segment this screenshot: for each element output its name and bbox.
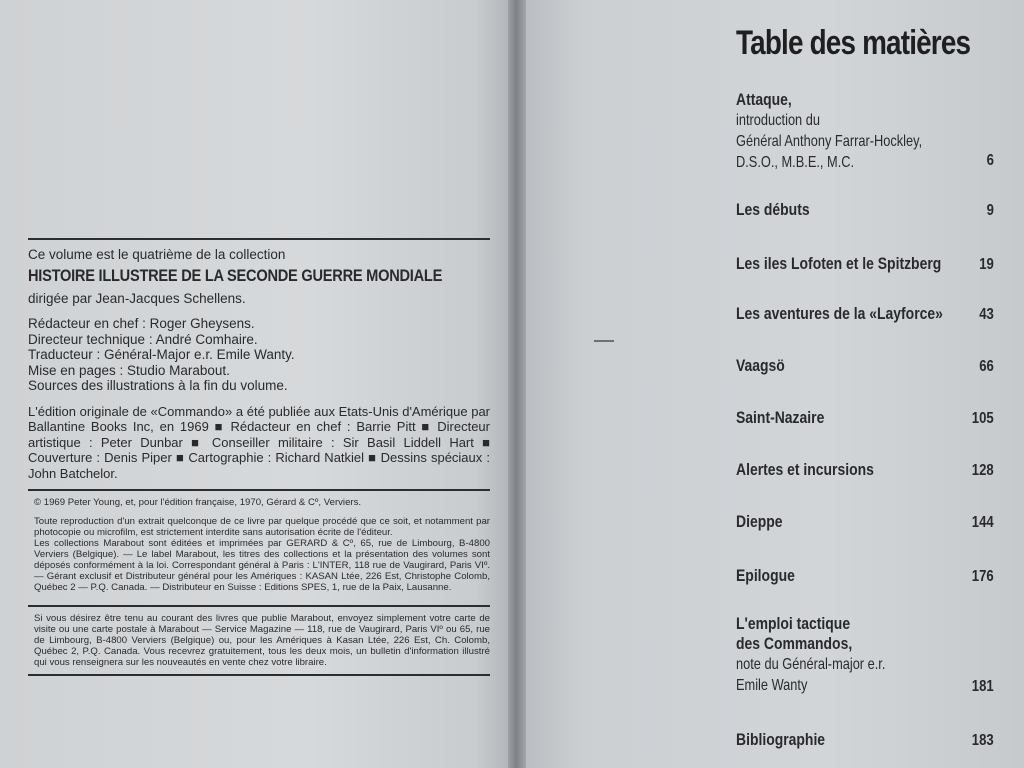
- distribution-notice: Les collections Marabout sont éditées et imprimées par GERARD & Cº, 65, rue de Limbourg, B-4800 Verviers (Belgique). — Le label Marabout, les titres des collections et la présentation des volumes sont déposés conformément à la loi. Correspondant général à Paris : L'INTER, 118 rue de Vaugirard, Paris VIº. — Gérant exclusif et Distributeur général pour les Amériques : KASAN Ltée, 226 Est, Christophe Colomb, Québec 2 — P.Q. Canada. — Distributeur en Suisse : Editions SPES, 1, rue de la Paix, Lausanne.: [34, 538, 490, 593]
- toc-entry-title: des Commandos,: [736, 634, 853, 653]
- toc-entry-title: Epilogue: [736, 566, 795, 585]
- staff-line: Mise en pages : Studio Marabout.: [28, 362, 230, 378]
- page-mark: [594, 340, 614, 342]
- divider: [28, 238, 490, 240]
- toc-entry-subtitle: Emile Wanty: [736, 677, 808, 694]
- toc-entry: [736, 614, 994, 696]
- divider: [28, 674, 490, 676]
- toc-entry-page: 181: [972, 678, 994, 695]
- toc-entry: [736, 304, 994, 324]
- reproduction-notice: Toute reproduction d'un extrait quelconque de ce livre par quelque procédé que ce soit, et notamment par photocopie ou microfilm, est strictement interdite sans autorisation écrite de l'éditeur.: [34, 516, 490, 538]
- toc-entry-page: 105: [972, 410, 994, 427]
- toc-entry-page: 43: [979, 306, 994, 323]
- toc-entry-page: 6: [986, 152, 994, 169]
- copyright-line: © 1969 Peter Young, et, pour l'édition française, 1970, Gérard & Cº, Verviers.: [34, 497, 362, 508]
- toc-entry-title: Les iles Lofoten et le Spitzberg: [736, 254, 942, 273]
- toc-entry-title: Les aventures de la «Layforce»: [736, 304, 943, 323]
- toc-entry-page: 183: [972, 732, 994, 749]
- series-title: HISTOIRE ILLUSTREE DE LA SECONDE GUERRE MONDIALE: [28, 266, 443, 285]
- staff-list: [28, 316, 490, 394]
- toc-entry-subtitle: note du Général-major e.r.: [736, 656, 886, 673]
- toc-entry-title: Bibliographie: [736, 730, 826, 749]
- staff-line: Sources des illustrations à la fin du volume.: [28, 378, 288, 393]
- original-edition-note: L'édition originale de «Commando» a été publiée aux Etats-Unis d'Amérique par Ballantine Books Inc, en 1969 ■ Rédacteur en chef : Barrie Pitt ■ Directeur artistique : Peter Dunbar ■ Conseiller militaire : Sir Basil Liddell Hart ■ Couverture : Denis Piper ■ Cartographie : Richard Natkiel ■ Dessins spéciaux : John Batchelor.: [28, 403, 490, 481]
- toc-entry-page: 176: [972, 568, 994, 585]
- toc-entry-page: 128: [972, 462, 994, 479]
- toc-entry: [736, 512, 994, 532]
- toc-entry: [736, 460, 994, 480]
- toc-entry-page: 9: [986, 202, 994, 219]
- toc-entry-subtitle: D.S.O., M.B.E., M.C.: [736, 154, 855, 171]
- toc-entry: [736, 90, 994, 173]
- staff-line: Traducteur : Général-Major e.r. Emile Wanty.: [28, 347, 295, 362]
- staff-line: Directeur technique : André Comhaire.: [28, 331, 258, 347]
- toc-entry: [736, 356, 994, 376]
- toc-entry-title: Dieppe: [736, 512, 783, 531]
- legal-block: [28, 491, 490, 605]
- toc-entry-title: Attaque,: [736, 90, 792, 109]
- service-block: [28, 607, 490, 674]
- toc-entry-title: Vaagsö: [736, 356, 785, 375]
- toc-title: Table des matières: [736, 24, 971, 62]
- colophon: [28, 238, 490, 676]
- directed-by: dirigée par Jean-Jacques Schellens.: [28, 291, 246, 306]
- toc-entry-title: Alertes et incursions: [736, 460, 874, 479]
- toc-entry: [736, 408, 994, 428]
- staff-line: Rédacteur en chef : Roger Gheysens.: [28, 316, 255, 331]
- toc-entry: [736, 254, 994, 274]
- service-notice: Si vous désirez être tenu au courant des livres que publie Marabout, envoyez simplement votre carte de visite ou une carte postale à Marabout — Service Magazine — 118, rue de Vaugirard, Paris VIº ou 65, rue de Limbourg, B-4800 Verviers (Belgique) ou, pour les Amériques à Kasan Ltée, 226 Est, Ch. Colomb, Québec 2, P.Q. Canada. Vous recevrez gratuitement, tous les deux mois, un bulletin d'information illustré qui vous renseignera sur les nouveautés en vente chez votre libraire.: [34, 613, 490, 668]
- collection-intro: Ce volume est le quatrième de la collection: [28, 247, 286, 262]
- toc-entry: [736, 730, 994, 750]
- toc-entry-title: L'emploi tactique: [736, 614, 851, 633]
- toc-entry-title: Saint-Nazaire: [736, 408, 825, 427]
- toc-entry-subtitle: introduction du: [736, 112, 820, 129]
- toc-entry-title: Les débuts: [736, 200, 810, 219]
- toc-entry-page: 66: [979, 358, 994, 375]
- toc-entry: [736, 200, 994, 220]
- toc-entry-page: 19: [979, 256, 994, 273]
- toc-entry: [736, 566, 994, 586]
- toc-entry-page: 144: [972, 514, 994, 531]
- book-gutter: [508, 0, 526, 768]
- toc-entry-subtitle: Général Anthony Farrar-Hockley,: [736, 133, 923, 150]
